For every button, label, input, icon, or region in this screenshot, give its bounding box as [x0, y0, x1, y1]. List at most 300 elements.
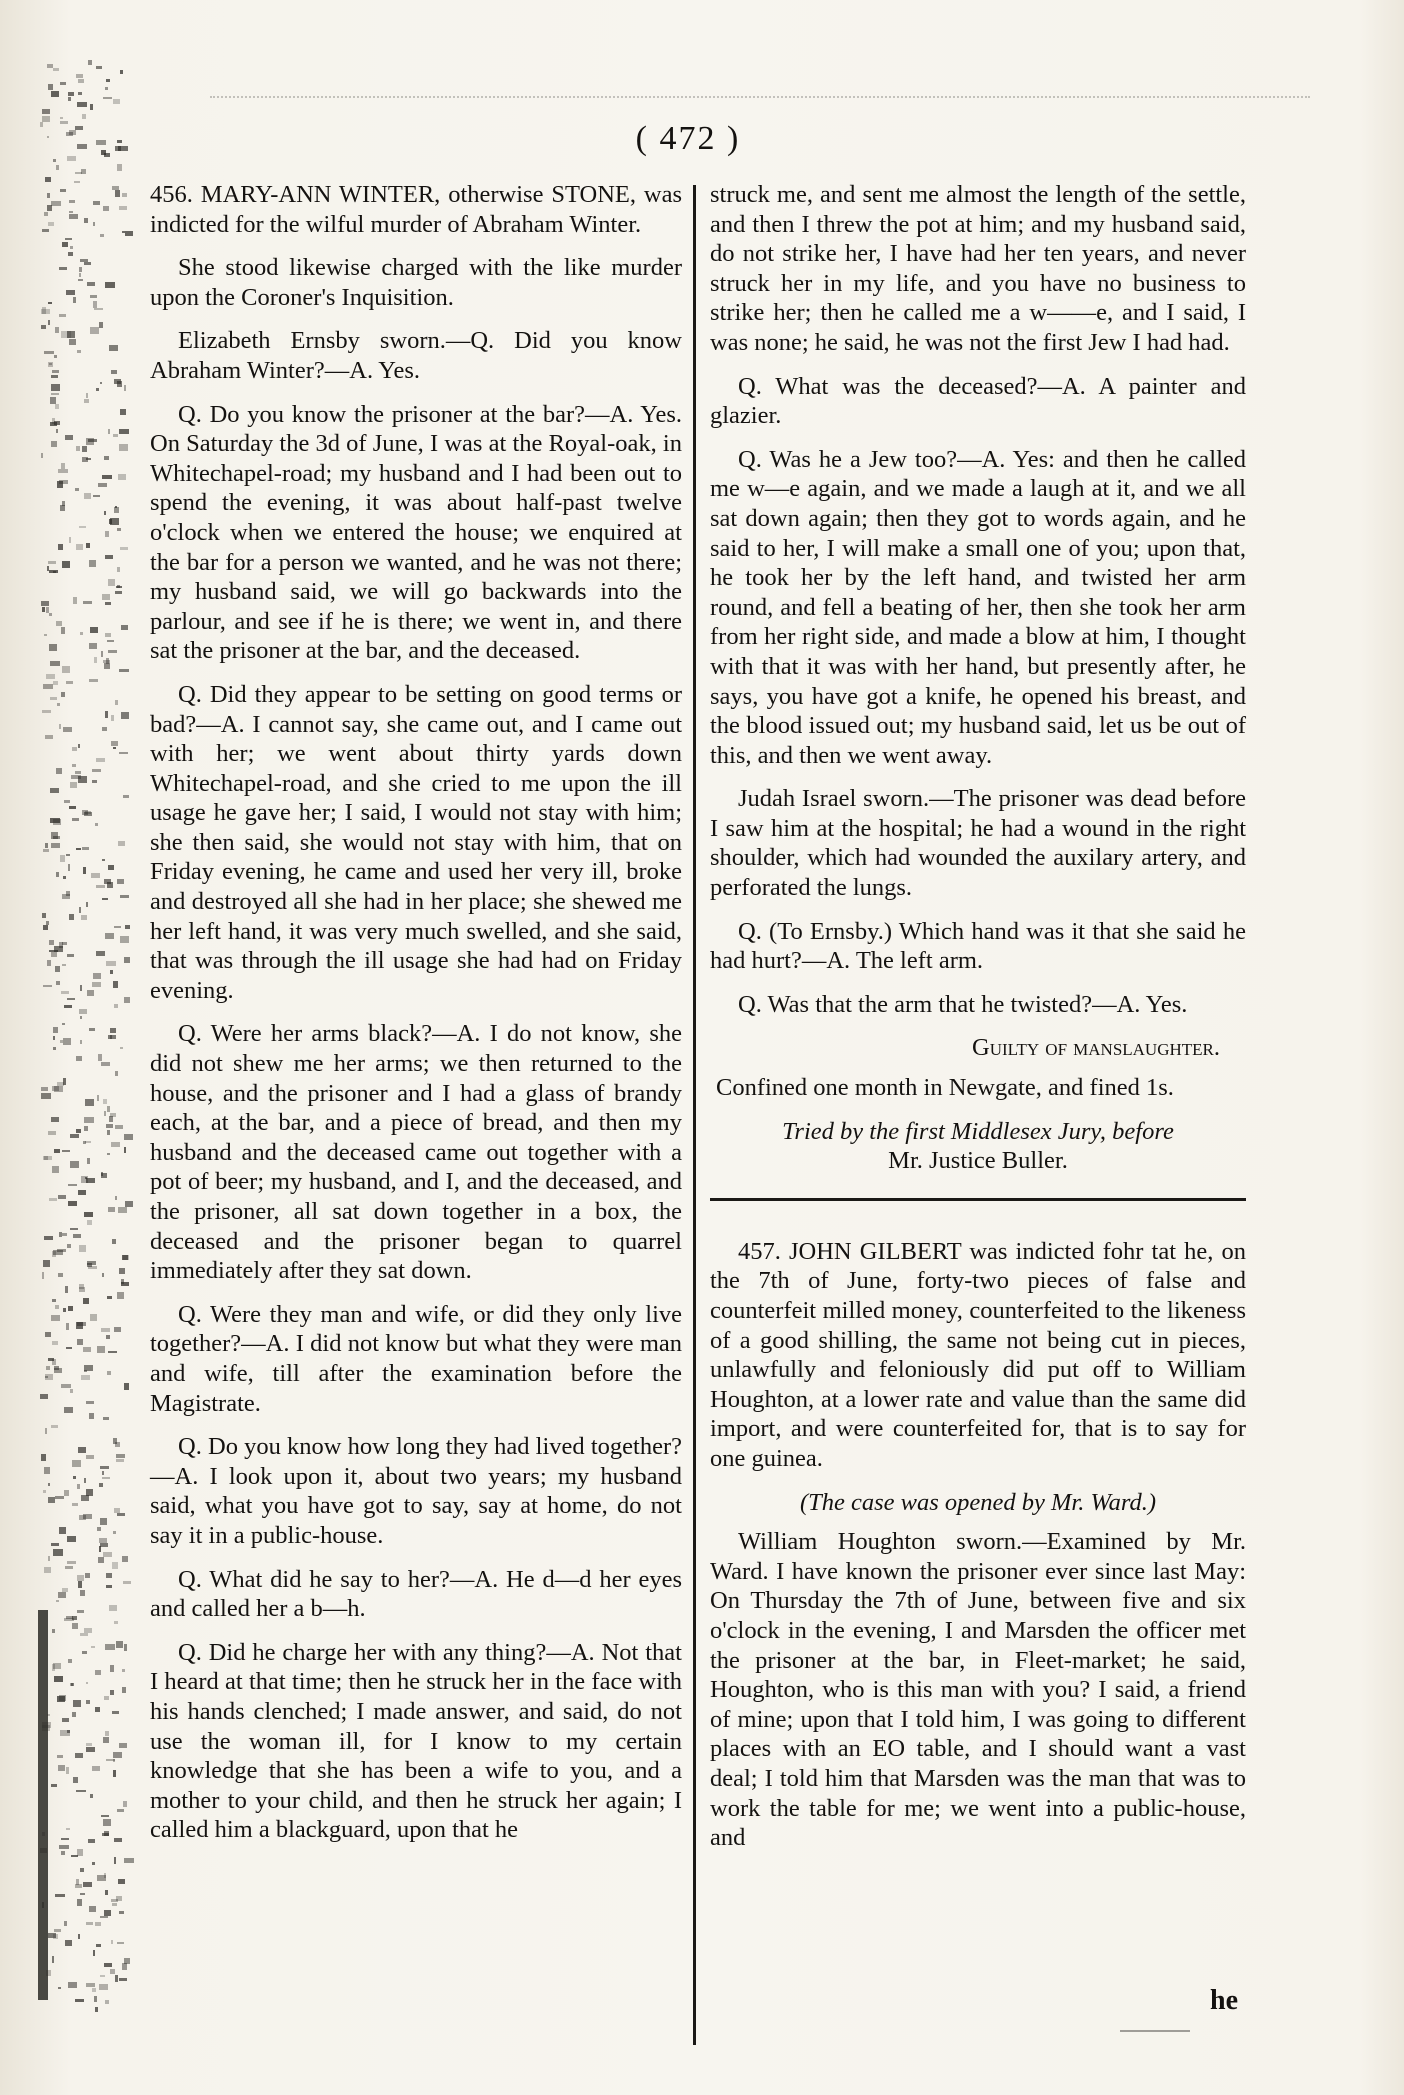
binding-mark — [78, 1934, 80, 1939]
binding-mark — [107, 1106, 110, 1112]
binding-mark — [84, 1117, 94, 1123]
binding-mark — [75, 126, 83, 130]
binding-mark — [84, 1478, 86, 1483]
binding-mark — [72, 1712, 76, 1716]
binding-mark — [41, 1454, 46, 1460]
binding-mark — [53, 68, 59, 71]
binding-mark — [72, 764, 76, 767]
binding-mark — [95, 1922, 102, 1926]
binding-mark — [102, 1477, 110, 1480]
binding-mark — [59, 1845, 69, 1849]
binding-mark — [119, 206, 128, 210]
witness-sworn: William Houghton sworn.—Examined by Mr. Ward. I have known the prisoner ever since last May: On Thursday the 7th of June, between five and six o'clock in the evening, I and Marsden the officer met the prisoner at the bar, in Fleet-market; he said, Houghton, who is this man with you? I said, a friend of mine; upon that I told him, I was going to different places with an EO table, and I should want a vast deal; I told him that Marsden was the man that was to work the table for me; we went into a public-house, and — [710, 1528, 1246, 1852]
left-column — [150, 180, 682, 1859]
binding-mark — [114, 1004, 118, 1008]
binding-mark — [108, 650, 117, 653]
binding-mark — [105, 602, 111, 606]
binding-mark — [51, 1315, 61, 1321]
binding-mark — [76, 1129, 81, 1133]
binding-mark — [68, 1201, 77, 1206]
binding-mark — [100, 234, 104, 237]
binding-mark — [110, 1969, 115, 1974]
binding-mark — [114, 1857, 117, 1864]
binding-mark — [87, 1220, 92, 1225]
binding-mark — [115, 1125, 123, 1130]
binding-mark — [101, 1328, 110, 1332]
binding-mark — [87, 990, 94, 995]
section-divider — [710, 1198, 1246, 1201]
case-opened-note: (The case was opened by Mr. Ward.) — [799, 1488, 1157, 1516]
binding-mark — [105, 531, 109, 538]
binding-mark — [47, 64, 54, 68]
binding-mark — [47, 205, 52, 212]
binding-mark — [113, 434, 117, 437]
binding-mark — [41, 325, 46, 330]
sentence: Confined one month in Newgate, and fined 1s. — [716, 1074, 1174, 1102]
binding-mark — [71, 1683, 74, 1685]
binding-mark — [52, 1664, 55, 1671]
binding-mark — [63, 1308, 66, 1312]
binding-mark — [90, 1794, 93, 1798]
binding-mark — [106, 1335, 110, 1340]
binding-mark — [108, 1351, 117, 1354]
binding-mark — [89, 560, 95, 566]
binding-mark — [87, 1158, 90, 1164]
binding-mark — [109, 519, 113, 524]
binding-mark — [53, 836, 60, 838]
binding-mark — [68, 1306, 73, 1312]
binding-mark — [82, 847, 89, 850]
binding-mark — [66, 1767, 69, 1774]
binding-mark — [88, 1839, 96, 1844]
binding-mark — [77, 102, 87, 106]
binding-mark — [52, 1166, 59, 1173]
binding-mark — [67, 331, 76, 338]
binding-mark — [48, 320, 50, 325]
binding-mark — [81, 915, 87, 920]
binding-mark — [101, 1062, 110, 1066]
binding-mark — [96, 885, 104, 888]
binding-mark — [58, 544, 63, 550]
binding-mark — [96, 951, 106, 956]
binding-mark — [69, 214, 78, 219]
binding-mark — [83, 1298, 89, 1304]
binding-mark — [122, 1963, 126, 1970]
binding-mark — [95, 2007, 98, 2012]
binding-mark — [118, 841, 125, 846]
binding-mark — [51, 441, 57, 447]
binding-mark — [70, 1389, 73, 1393]
binding-mark — [49, 644, 57, 651]
binding-mark — [119, 444, 128, 451]
binding-mark — [59, 942, 63, 947]
scan-artifact-speck — [1120, 2030, 1190, 2032]
binding-mark — [70, 246, 73, 249]
binding-mark — [95, 1707, 100, 1713]
binding-mark — [93, 495, 100, 497]
binding-mark — [124, 1644, 127, 1651]
binding-mark — [118, 146, 128, 151]
binding-mark — [78, 744, 80, 748]
binding-mark — [61, 692, 65, 697]
binding-mark — [110, 970, 113, 974]
binding-mark — [44, 1567, 51, 1573]
binding-mark — [85, 811, 91, 814]
binding-mark — [55, 966, 59, 972]
binding-mark — [119, 752, 128, 754]
binding-mark — [89, 643, 97, 650]
binding-mark — [104, 663, 111, 670]
binding-mark — [67, 998, 74, 1000]
binding-mark — [122, 1669, 125, 1671]
binding-mark — [86, 1455, 94, 1459]
binding-mark — [100, 1518, 107, 1524]
binding-mark — [86, 902, 88, 906]
binding-mark — [68, 864, 71, 871]
binding-mark — [73, 597, 77, 604]
binding-mark — [111, 741, 118, 746]
binding-mark — [118, 1207, 128, 1213]
binding-mark — [44, 1467, 50, 1474]
binding-mark — [52, 1359, 56, 1365]
binding-mark — [106, 79, 111, 81]
binding-mark — [56, 981, 60, 985]
binding-mark — [61, 991, 69, 994]
witness-sworn: Judah Israel sworn.—The prisoner was dead before I saw him at the hospital; he had a wound in the right shoulder, which had wounded the auxilary artery, and perforated the lungs. — [710, 785, 1246, 902]
binding-mark — [48, 1131, 55, 1135]
binding-mark — [45, 735, 53, 739]
binding-mark — [38, 1610, 48, 2000]
binding-mark — [79, 273, 82, 277]
binding-mark — [117, 879, 123, 884]
binding-mark — [62, 242, 68, 247]
binding-mark — [82, 114, 86, 118]
binding-mark — [96, 758, 105, 762]
binding-mark — [119, 429, 129, 434]
binding-mark — [73, 1777, 78, 1782]
binding-mark — [62, 1718, 69, 1722]
binding-mark — [117, 1292, 124, 1298]
binding-mark — [59, 267, 67, 270]
binding-mark — [91, 873, 100, 877]
binding-mark — [72, 1623, 78, 1630]
binding-mark — [75, 1753, 83, 1759]
binding-mark — [71, 1855, 78, 1857]
binding-mark — [122, 193, 127, 197]
question-answer: Q. Did he charge her with any thing?—A. Not that I heard at that time; then he struck her in the face with his hands clenched; I made answer, and said, do not use the woman ill, for I know to my certain knowledge that she has been a wife to you, and a mother to your child, and then he struck her again; I called him a blackguard, upon that he — [150, 1638, 682, 1844]
binding-mark — [105, 1731, 109, 1736]
binding-mark — [110, 1690, 114, 1695]
binding-mark — [108, 429, 111, 435]
binding-mark — [113, 99, 120, 104]
case-heading-457: 457. JOHN GILBERT was indicted fohr tat he, on the 7th of June, forty-two pieces of false and counterfeit milled money, counterfeited to the likeness of a good shilling, the same not being cut in pieces, unlawfully and feloniously did put off to William Houghton, at a lower rate and value than the same did import, and were counterfeited for, that is to say for one guinea. — [710, 1237, 1246, 1472]
binding-mark — [88, 1266, 98, 1269]
binding-mark — [105, 1644, 114, 1650]
binding-mark — [84, 1126, 88, 1131]
binding-mark — [51, 843, 60, 848]
binding-mark — [104, 1111, 107, 1116]
binding-mark — [41, 1087, 49, 1091]
binding-mark — [79, 526, 86, 528]
binding-mark — [113, 1752, 123, 1758]
binding-mark — [107, 1130, 110, 1134]
binding-mark — [57, 1755, 63, 1758]
binding-mark — [112, 1711, 120, 1714]
binding-mark — [47, 193, 50, 199]
question-answer: Q. Was he a Jew too?—A. Yes: and then he called me w—e again, and we made a laugh at it, and we all sat down again; then they got to words again, and he said to her, I will make a small one of you; upon that, he took her by the left hand, and twisted her arm round, and fell a beating of her, then she took her arm from her right side, and made a blow at him, I thought with that it was with her hand, but presently after, he says, you have got a knife, he opened his breast, and the blood issued out; my husband said, let us be out of this, and then we went away. — [710, 445, 1246, 769]
binding-mark — [56, 872, 59, 877]
binding-mark — [119, 1743, 127, 1749]
binding-mark — [93, 1950, 95, 1956]
binding-mark — [66, 1347, 72, 1349]
binding-mark — [80, 1040, 82, 1045]
binding-mark — [50, 697, 58, 699]
binding-mark — [90, 627, 98, 633]
binding-mark — [111, 370, 116, 375]
binding-mark — [44, 1236, 53, 1239]
binding-mark — [90, 327, 100, 333]
binding-mark — [105, 2000, 110, 2004]
binding-mark — [51, 1117, 59, 1122]
binding-mark — [66, 132, 73, 136]
binding-mark — [86, 1922, 93, 1925]
binding-mark — [55, 404, 59, 409]
binding-mark — [70, 1134, 80, 1138]
binding-mark — [77, 1575, 84, 1581]
binding-mark — [95, 1670, 102, 1675]
binding-mark — [53, 1047, 56, 1050]
binding-mark — [108, 579, 114, 586]
binding-mark — [115, 1442, 120, 1447]
binding-mark — [83, 1347, 91, 1353]
binding-mark — [117, 381, 122, 387]
binding-mark — [48, 362, 53, 367]
binding-mark — [117, 585, 120, 588]
binding-mark — [69, 200, 76, 203]
binding-mark — [62, 1588, 69, 1592]
binding-mark — [101, 651, 103, 657]
binding-mark — [90, 1314, 97, 1321]
binding-mark — [43, 684, 53, 689]
binding-mark — [108, 865, 114, 870]
binding-mark — [118, 1879, 124, 1884]
binding-mark — [83, 867, 86, 874]
binding-mark — [67, 1244, 71, 1248]
binding-mark — [84, 493, 91, 500]
binding-mark — [112, 1239, 116, 1244]
binding-mark — [115, 1975, 118, 1981]
binding-mark — [80, 632, 83, 635]
question-answer: Q. Did they appear to be setting on good terms or bad?—A. I cannot say, she came out, and I came out with her; we went about thirty yards down Whitechapel-road, and she cried to me upon the ill usage he gave her; I said, I would not stay with him; she then said, she would not stay with him, that on Friday evening, he came and used her very ill, broke and destroyed all she had in her place; she shewed me her left hand, it was very much swelled, and she said, that was through the ill usage she had had on Friday evening. — [150, 680, 682, 1004]
binding-mark — [56, 621, 62, 626]
binding-mark — [109, 1605, 116, 1611]
binding-mark — [117, 1809, 124, 1812]
binding-mark — [52, 1086, 59, 1091]
binding-mark — [56, 165, 60, 171]
binding-mark — [79, 267, 82, 271]
binding-mark — [58, 469, 68, 473]
binding-mark — [114, 1838, 123, 1843]
binding-mark — [49, 613, 52, 616]
binding-mark — [106, 1573, 112, 1578]
binding-mark — [95, 823, 98, 826]
binding-mark — [50, 661, 60, 666]
binding-mark — [45, 177, 51, 182]
binding-mark — [45, 1428, 48, 1434]
binding-mark — [73, 1476, 76, 1479]
binding-mark — [66, 681, 73, 684]
binding-mark — [52, 1956, 55, 1962]
binding-mark — [115, 1196, 117, 1200]
binding-mark — [45, 1376, 48, 1378]
binding-mark — [57, 703, 60, 706]
binding-edge — [0, 60, 135, 2020]
binding-mark — [114, 1621, 118, 1623]
binding-mark — [120, 547, 128, 550]
binding-mark — [55, 327, 59, 333]
binding-mark — [68, 252, 73, 256]
binding-mark — [60, 82, 66, 85]
binding-mark — [82, 457, 88, 462]
binding-mark — [43, 985, 52, 987]
binding-mark — [111, 715, 114, 721]
binding-mark — [76, 848, 81, 850]
binding-mark — [107, 1296, 111, 1299]
binding-mark — [80, 985, 82, 991]
binding-mark — [111, 1142, 120, 1147]
binding-mark — [62, 561, 70, 568]
binding-mark — [104, 456, 109, 459]
binding-mark — [120, 936, 129, 942]
verdict: Guilty of manslaughter. — [972, 1034, 1220, 1062]
binding-mark — [44, 212, 47, 216]
binding-mark — [81, 1495, 89, 1501]
binding-mark — [79, 1009, 88, 1015]
binding-mark — [53, 1036, 55, 1040]
binding-mark — [69, 806, 76, 810]
column-divider — [693, 185, 696, 2045]
binding-mark — [92, 780, 97, 783]
binding-mark — [124, 997, 130, 1003]
binding-mark — [69, 537, 71, 543]
binding-mark — [41, 453, 43, 457]
binding-mark — [124, 957, 129, 962]
binding-mark — [96, 66, 102, 69]
binding-mark — [56, 429, 58, 433]
binding-mark — [124, 1134, 134, 1140]
question-answer: Q. Were her arms black?—A. I do not know, she did not shew me her arms; we then returned to the house, and the prisoner and I had a glass of brandy each, at the bar, and a piece of bread, and then my husband and the deceased came out together with a pot of beer; my husband, and I, and the deceased, and the prisoner, all sat down together in a box, the deceased and the prisoner began to quarrel immediately after they sat down. — [150, 1020, 682, 1285]
binding-mark — [82, 1651, 87, 1654]
binding-mark — [53, 681, 58, 685]
binding-mark — [80, 1868, 84, 1872]
binding-mark — [68, 1184, 77, 1187]
binding-mark — [74, 181, 79, 183]
binding-mark — [96, 388, 99, 391]
binding-mark — [62, 1023, 65, 1026]
binding-mark — [78, 1447, 86, 1453]
binding-mark — [58, 1592, 66, 1598]
binding-mark — [98, 1054, 102, 1061]
binding-mark — [79, 1287, 85, 1292]
binding-mark — [84, 1212, 93, 1217]
binding-mark — [60, 189, 66, 192]
question-answer: Q. What was the deceased?—A. A painter and glazier. — [710, 372, 1246, 430]
binding-mark — [60, 505, 65, 511]
binding-mark — [94, 657, 97, 663]
binding-mark — [42, 710, 51, 713]
binding-mark — [49, 940, 54, 946]
binding-mark — [115, 1071, 117, 1077]
binding-mark — [42, 913, 46, 917]
question-answer: Q. Were they man and wife, or did they only live together?—A. I did not know but what they were man and wife, till after the examination before the Magistrate. — [150, 1300, 682, 1417]
binding-mark — [42, 307, 46, 314]
binding-mark — [80, 259, 88, 262]
witness-sworn: Elizabeth Ernsby sworn.—Q. Did you know Abraham Winter?—A. Yes. — [150, 327, 682, 384]
binding-mark — [99, 1984, 108, 1990]
binding-mark — [101, 1172, 103, 1175]
binding-mark — [117, 1513, 124, 1516]
binding-mark — [43, 1490, 46, 1493]
binding-mark — [54, 1149, 60, 1153]
binding-mark — [94, 1996, 97, 2003]
binding-mark — [119, 1978, 127, 1982]
binding-mark — [92, 982, 102, 987]
binding-mark — [86, 1700, 90, 1704]
question-answer: Q. Do you know how long they had lived together?—A. I look upon it, about two years; my husband said, what you have got to say, say at home, do not say it in a public-house. — [150, 1433, 682, 1549]
binding-mark — [72, 747, 77, 751]
binding-mark — [61, 1838, 69, 1840]
binding-mark — [64, 800, 71, 803]
binding-mark — [52, 1629, 56, 1632]
binding-mark — [110, 1028, 117, 1034]
binding-mark — [86, 438, 94, 445]
binding-mark — [113, 1770, 116, 1777]
binding-mark — [80, 1893, 85, 1895]
binding-mark — [84, 1370, 87, 1372]
binding-mark — [64, 1490, 69, 1496]
question-answer: Q. Do you know the prisoner at the bar?—A. Yes. On Saturday the 3d of June, I was at the Royal-oak, in Whitechapel-road; my husband and I had been out to spend the evening, it was about half-past twelve o'clock when we entered the house; we enquired at the bar for a person we wanted, and he was not there; my husband said, we will go backwards into the parlour, and see if he is there; we went in, and there sat the prisoner at the bar, and the deceased. — [150, 400, 682, 665]
binding-mark — [121, 712, 129, 719]
binding-mark — [99, 1538, 107, 1542]
binding-mark — [48, 222, 54, 226]
binding-mark — [59, 1527, 66, 1534]
binding-mark — [102, 727, 107, 731]
binding-mark — [67, 1561, 76, 1565]
binding-mark — [76, 1790, 86, 1792]
binding-mark — [114, 507, 119, 513]
binding-mark — [76, 74, 83, 77]
question-answer: Q. What did he say to her?—A. He d—d her eyes and called her a b—h. — [150, 1565, 682, 1623]
binding-mark — [86, 393, 89, 399]
binding-mark — [41, 1093, 51, 1099]
binding-mark — [117, 528, 121, 531]
binding-mark — [123, 1801, 127, 1806]
binding-mark — [48, 1497, 55, 1503]
binding-mark — [94, 308, 103, 310]
binding-mark — [60, 1040, 63, 1043]
binding-mark — [83, 1882, 92, 1887]
binding-mark — [70, 1228, 79, 1230]
binding-mark — [120, 1047, 122, 1049]
binding-mark — [105, 1890, 109, 1895]
binding-mark — [51, 91, 59, 97]
binding-mark — [103, 1737, 109, 1743]
binding-mark — [52, 1341, 58, 1344]
binding-mark — [117, 164, 122, 170]
binding-mark — [93, 201, 101, 204]
binding-mark — [75, 1884, 82, 1888]
binding-mark — [60, 1730, 70, 1735]
